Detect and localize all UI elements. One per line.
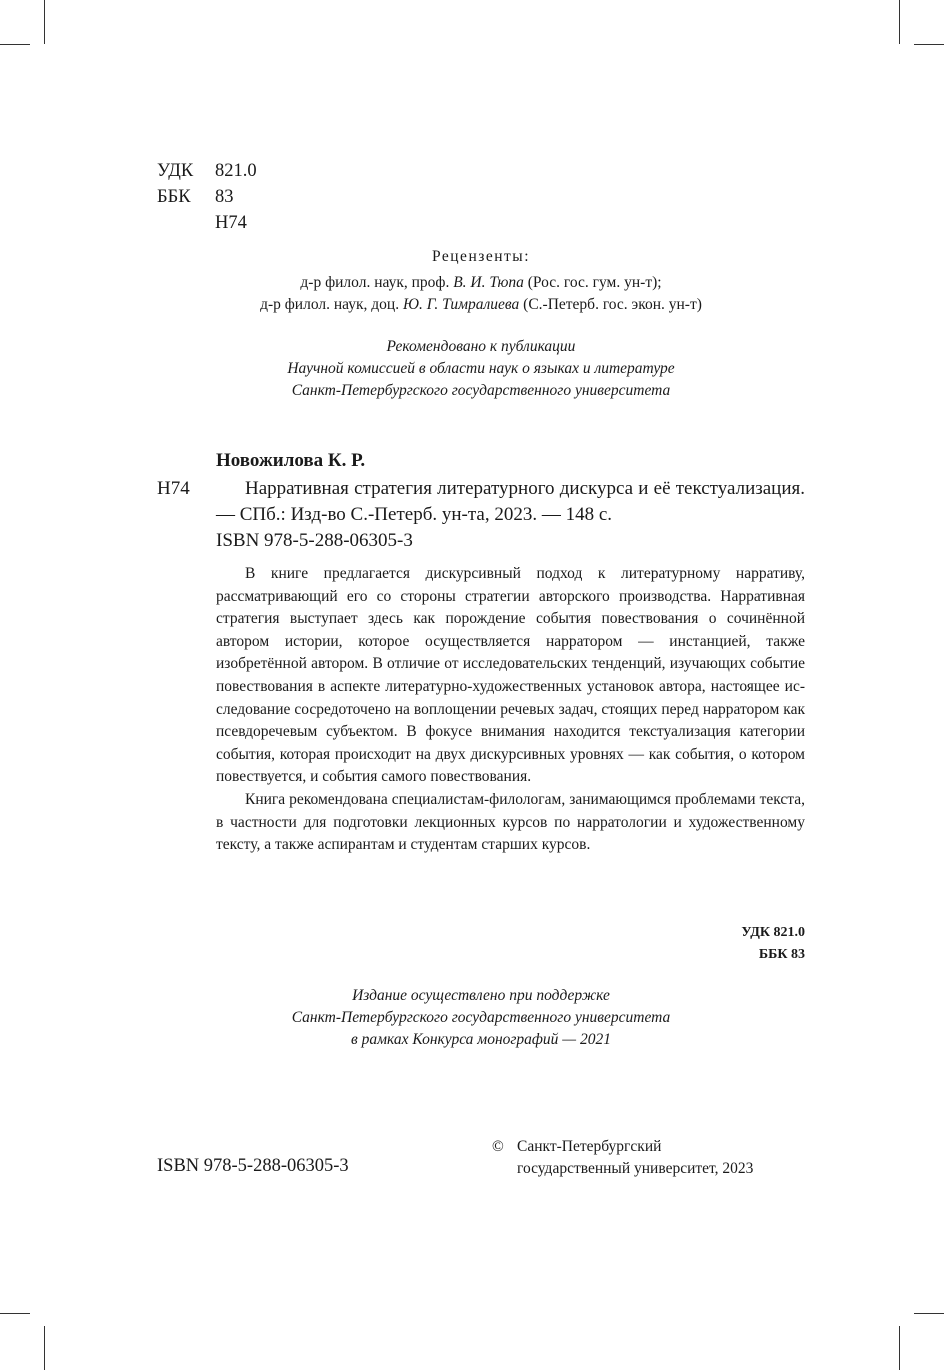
- udk-value: 821.0: [215, 161, 257, 181]
- support-line: Издание осуществлено при поддержке: [352, 987, 610, 1004]
- reviewer-2: д-р филол. наук, доц. Ю. Г. Тимралиева (С.-Петерб. гос. экон. ун-т): [260, 296, 702, 313]
- reviewer-1: д-р филол. наук, проф. В. И. Тюпа (Рос. гос. гум. ун-т);: [300, 274, 662, 291]
- recommendation-line: Санкт-Петербургского государственного университета: [291, 382, 671, 399]
- support-line: в рамках Конкурса монографий — 2021: [351, 1031, 611, 1048]
- copyright-line-2: государственный университет, 2023: [517, 1160, 754, 1177]
- copyright-line-1: Санкт-Петербургский: [517, 1138, 662, 1155]
- reviewer-1-name: В. И. Тюпа: [453, 274, 524, 291]
- crop-mark-bottom-left: [44, 1326, 45, 1370]
- bbk-value: 83: [215, 187, 234, 207]
- classification-block: [157, 158, 257, 236]
- bibliography-mark: Н74: [157, 478, 190, 499]
- recommendation-line: Рекомендовано к публикации: [386, 338, 576, 355]
- copyright-block: [492, 1136, 753, 1180]
- crop-mark-bottom-right: [899, 1326, 900, 1370]
- footer-isbn: ISBN 978-5-288-06305-3: [157, 1156, 349, 1176]
- crop-mark-top-left-h: [0, 44, 30, 45]
- bibliography-entry: [216, 476, 805, 554]
- crop-mark-bottom-right-h: [914, 1313, 944, 1314]
- abstract-paragraph-1: В книге предлагается дискурсивный подход к литературному нарративу, рассматривающий его со стороны стратегии авторского производства. Нарративная стратегия выступает здесь как порождение события повествования о сочинённой автором истории, которое осуществляется нарратором — инстанцией, также изобретённой автором. В отличие от исследовательских тенденций, изучающих событие повествования в аспекте литературно-художественных установок автора, настоящее исследование сосредоточено на воплощении речевых задач, стоящих перед нарратором как псевдоречевым субъектом. В фокусе внимания находится текстуализация категории события, которая происходит на двух дискурсивных уровнях — как события, о котором повествуется, и события самого повествования.: [216, 565, 805, 786]
- crop-mark-top-right: [899, 0, 900, 44]
- author-mark-row: [157, 210, 257, 236]
- bibliography-text: Нарративная стратегия литературного дискурса и её текстуализация. — СПб.: Изд-во С.-Петерб. ун-та, 2023. — 148 с.: [216, 478, 805, 525]
- udk-row: [157, 158, 257, 184]
- classification-codes: [741, 922, 805, 966]
- bbk-label: ББК: [157, 187, 191, 207]
- abstract-paragraph-2: Книга рекомендована специалистам-филологам, занимающимся проблемами текста, в частности для подготовки лекционных курсов по нарратологии и художественному тексту, а также аспирантам и студентам старших курсов.: [216, 790, 805, 854]
- reviewers-list: [157, 272, 805, 316]
- udk-label: УДК: [157, 161, 194, 181]
- crop-mark-bottom-left-h: [0, 1313, 30, 1314]
- support-line: Санкт-Петербургского государственного университета: [291, 1009, 671, 1026]
- bbk-code: ББК 83: [758, 947, 805, 962]
- support-note: [157, 985, 805, 1051]
- udk-code: УДК 821.0: [741, 925, 805, 940]
- crop-mark-top-right-h: [914, 44, 944, 45]
- copyright-symbol: ©: [492, 1138, 504, 1155]
- author-name: Новожилова К. Р.: [216, 450, 366, 471]
- reviewers-heading: Рецензенты:: [431, 248, 531, 265]
- reviewer-2-name: Ю. Г. Тимралиева: [402, 296, 520, 313]
- recommendation-line: Научной комиссией в области наук о языках и литературе: [287, 360, 675, 377]
- crop-mark-top-left: [44, 0, 45, 44]
- author-mark: Н74: [215, 213, 247, 233]
- bibliography-isbn: ISBN 978-5-288-06305-3: [216, 530, 413, 551]
- bbk-row: [157, 184, 257, 210]
- abstract: [216, 563, 805, 857]
- recommendation-block: [157, 336, 805, 402]
